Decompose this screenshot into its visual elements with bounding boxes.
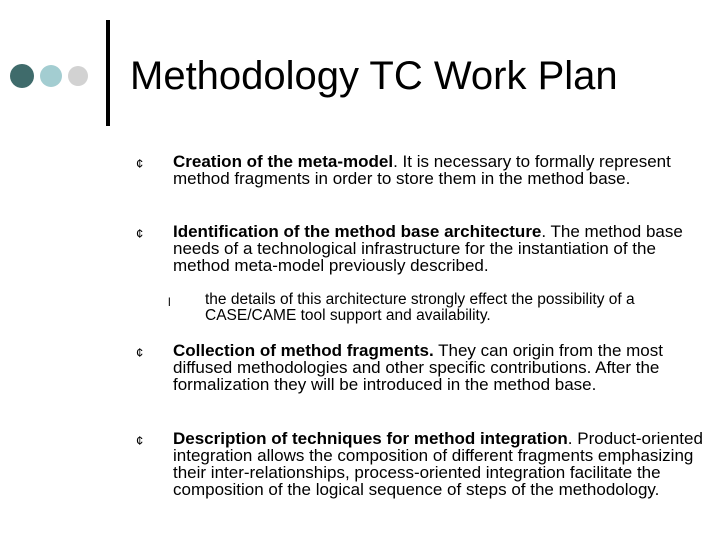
light-dot-icon bbox=[68, 66, 88, 86]
item-bold: Description of techniques for method integration bbox=[173, 429, 568, 448]
title-divider bbox=[106, 20, 110, 126]
bullet-circle-icon: ¢ bbox=[136, 226, 144, 241]
item-rest: the details of this architecture strongly effect the possibility of a CASE/CAME tool support and availability. bbox=[205, 291, 635, 324]
item-bold: Creation of the meta-model bbox=[173, 152, 394, 171]
item-rest: . It is necessary to formally represent method fragments in order to store them in the method base. bbox=[173, 152, 671, 188]
item-rest: . The method base needs of a technological infrastructure for the instantiation of the method meta-model previously described. bbox=[173, 222, 683, 275]
item-text bbox=[205, 292, 700, 324]
item-bold: Identification of the method base architecture bbox=[173, 222, 542, 241]
dark-dot-icon bbox=[10, 64, 34, 88]
bullet-square-icon: l bbox=[168, 295, 171, 309]
slide-title: Methodology TC Work Plan bbox=[130, 54, 618, 98]
item-rest: . Product-oriented integration allows the composition of different fragments emphasizing their inter-relationships, process-oriented integration facilitate the composition of the logical sequence of steps of the methodology. bbox=[173, 429, 703, 499]
item-text bbox=[173, 223, 703, 274]
item-bold: Collection of method fragments. bbox=[173, 341, 434, 360]
item-text bbox=[173, 342, 703, 393]
mid-dot-icon bbox=[40, 65, 62, 87]
bullet-circle-icon: ¢ bbox=[136, 345, 144, 360]
bullet-circle-icon: ¢ bbox=[136, 433, 144, 448]
bullet-circle-icon: ¢ bbox=[136, 156, 144, 171]
item-rest: They can origin from the most diffused methodologies and other specific contributions. After the formalization they will be introduced in the method base. bbox=[173, 341, 663, 394]
item-text bbox=[173, 430, 703, 498]
item-text bbox=[173, 153, 703, 187]
